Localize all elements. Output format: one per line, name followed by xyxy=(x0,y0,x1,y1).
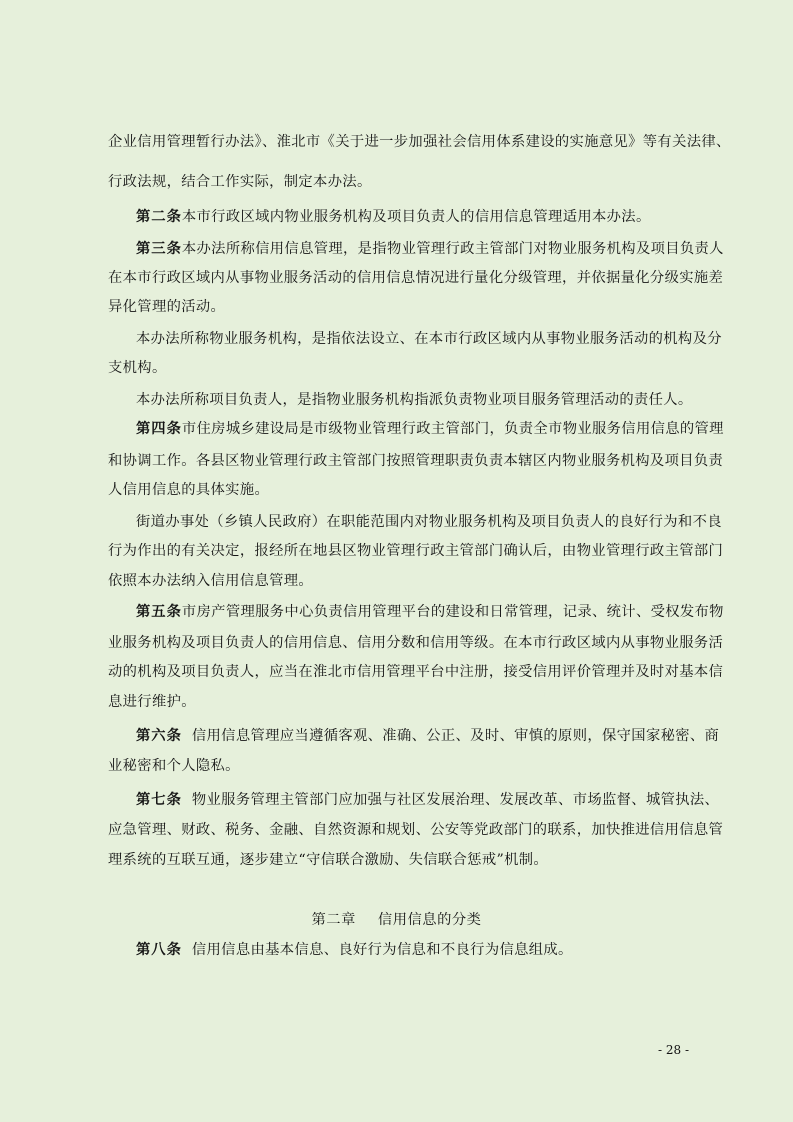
body-line: 行政法规，结合工作实际，制定本办法。 xyxy=(108,174,372,190)
body-line: 应急管理、财政、税务、金融、自然资源和规划、公安等党政部门的联系，加快推进信用信息管 xyxy=(108,822,724,838)
article-label: 第二条 xyxy=(136,209,182,225)
body-line: 异化管理的活动。 xyxy=(108,299,226,315)
article-5: 第五条市房产管理服务中心负责信用管理平台的建设和日常管理，记录、统计、受权发布物 xyxy=(136,604,724,620)
body-line: 和协调工作。各县区物业管理行政主管部门按照管理职责负责本辖区内物业服务机构及项目负责 xyxy=(108,453,724,469)
article-4: 第四条市住房城乡建设局是市级物业管理行政主管部门，负责全市物业服务信用信息的管理 xyxy=(136,421,724,437)
body-line: 支机构。 xyxy=(108,360,167,376)
article-label: 第五条 xyxy=(136,604,182,620)
article-label: 第八条 xyxy=(136,942,182,958)
article-label: 第六条 xyxy=(136,728,182,744)
body-line: 人信用信息的具体实施。 xyxy=(108,482,270,498)
article-6: 第六条 信用信息管理应当遵循客观、准确、公正、及时、审慎的原则，保守国家秘密、商 xyxy=(136,728,720,744)
body-line: 业服务机构及项目负责人的信用信息、信用分数和信用等级。在本市行政区域内从事物业服务活 xyxy=(108,635,724,651)
article-label: 第三条 xyxy=(136,241,182,257)
article-2: 第二条本市行政区域内物业服务机构及项目负责人的信用信息管理适用本办法。 xyxy=(136,209,651,225)
body-line: 行为作出的有关决定，报经所在地县区物业管理行政主管部门确认后，由物业管理行政主管部门 xyxy=(108,543,724,559)
article-8: 第八条 信用信息由基本信息、良好行为信息和不良行为信息组成。 xyxy=(136,942,573,958)
chapter-number: 第二章 xyxy=(311,912,356,928)
page-number: - 28 - xyxy=(657,1043,689,1057)
body-line: 企业信用管理暂行办法》、淮北市《关于进一步加强社会信用体系建设的实施意见》等有关法律、 xyxy=(108,134,731,150)
chapter-heading xyxy=(0,910,793,930)
body-line: 业秘密和个人隐私。 xyxy=(108,758,240,774)
chapter-title: 信用信息的分类 xyxy=(377,912,482,928)
body-line: 动的机构及项目负责人，应当在淮北市信用管理平台中注册，接受信用评价管理并及时对基本信 xyxy=(108,664,724,680)
body-line: 理系统的互联互通，逐步建立“守信联合激励、失信联合惩戒”机制。 xyxy=(108,852,549,868)
body-line: 在本市行政区域内从事物业服务活动的信用信息情况进行量化分级管理，并依据量化分级实施差 xyxy=(108,270,724,286)
article-7: 第七条 物业服务管理主管部门应加强与社区发展治理、发展改革、市场监督、城管执法、 xyxy=(136,792,720,808)
body-line: 本办法所称物业服务机构，是指依法设立、在本市行政区域内从事物业服务活动的机构及分 xyxy=(136,331,722,347)
article-3: 第三条本办法所称信用信息管理，是指物业管理行政主管部门对物业服务机构及项目负责人 xyxy=(136,241,724,257)
body-line: 依照本办法纳入信用信息管理。 xyxy=(108,573,314,589)
article-label: 第四条 xyxy=(136,421,182,437)
article-label: 第七条 xyxy=(136,792,182,808)
body-line: 街道办事处（乡镇人民政府）在职能范围内对物业服务机构及项目负责人的良好行为和不良 xyxy=(136,514,722,530)
body-line: 本办法所称项目负责人，是指物业服务机构指派负责物业项目服务管理活动的责任人。 xyxy=(136,392,693,408)
body-line: 息进行维护。 xyxy=(108,694,196,710)
